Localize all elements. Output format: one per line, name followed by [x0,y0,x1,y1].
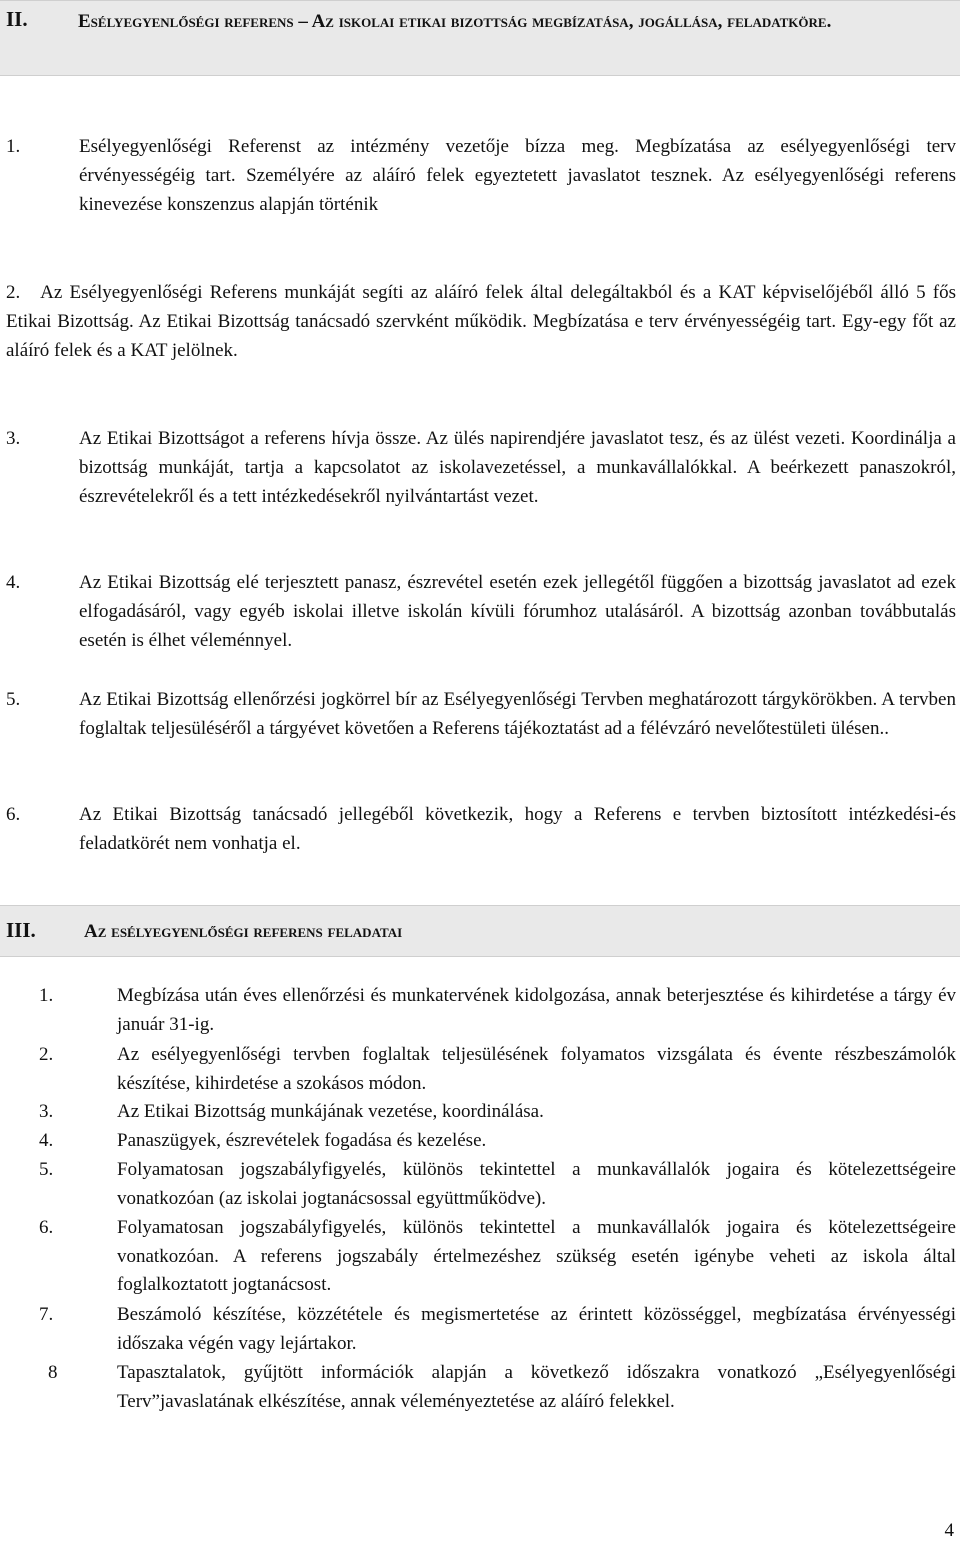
item-text: Az Etikai Bizottság elé terjesztett panasz, észrevétel esetén ezek jellegétől függően a bizottság javaslatot ad ezek elfogadásáról, vagy egyéb iskolai illetve iskolán kívüli fórumhoz utalásáról. A bizottság azonban továbbutalás esetén is élhet véleménnyel. [79,572,956,651]
text-run: . Személyére az aláíró felek egyeztetett javaslatot tesznek. Az esélyegyenlőségi referens kinevezése konszenzus alapján történik [79,165,956,215]
task-number: 3. [39,1101,54,1122]
item-number: 2. [6,282,21,303]
bold-phrase: Az Etikai Bizottság [138,311,290,332]
item-text [6,278,956,365]
item-text [79,132,956,219]
task-number: 2. [39,1044,54,1065]
task-text: Folyamatosan jogszabályfigyelés, különös tekintettel a munkavállalók jogaira és kötelezettségeire vonatkozóan (az iskolai jogtanácsossal együttműködve). [117,1159,956,1209]
bold-phrase: Esélyegyenlőségi Referenst [79,136,301,157]
task-number: 4. [39,1130,54,1151]
task-text: Panaszügyek, észrevételek fogadása és kezelése. [117,1130,487,1151]
task-text: Tapasztalatok, gyűjtött információk alapján a következő időszakra vonatkozó „Esélyegyenlőségi Terv”javaslatának elkészítése, annak véleményeztetése az aláíró felekkel. [117,1362,956,1412]
section-3-number: III. [6,918,36,942]
page-number: 4 [944,1520,954,1541]
task-number: 5. [39,1159,54,1180]
text-run: tanácsadó szervként működik. Megbízatása e terv érvényességéig tart. Egy-egy főt az aláíró felek és a KAT jelölnek. [6,311,956,361]
section-2-title: Esélyegyenlőségi referens – Az iskolai etikai bizottság megbízatása, jogállása, feladatköre. [78,11,832,32]
task-number: 6. [39,1217,54,1238]
text-run: az intézmény vezetője bízza meg. [300,136,636,157]
item-number: 1. [6,136,21,157]
task-text: Az Etikai Bizottság munkájának vezetése, koordinálása. [117,1101,544,1122]
bold-phrase: Megbízatása az esélyegyenlőségi terv érvényességéig tart [79,136,956,186]
text-run: Az Esélyegyenlőségi Referens munkáját segíti az aláíró felek által delegáltakból és a KAT képviselőjéből álló 5 fős Etikai Bizottság. [6,282,956,332]
task-number: 8 [48,1362,58,1383]
task-number: 7. [39,1304,54,1325]
item-number: 3. [6,428,21,449]
section-2-header [0,0,960,76]
item-number: 4. [6,572,21,593]
section-2-number: II. [6,7,28,31]
task-text: Folyamatosan jogszabályfigyelés, különös tekintettel a munkavállalók jogaira és kötelezettségeire vonatkozóan. A referens jogszabály értelmezéshez szükség esetén igénybe veheti az iskola által foglalkoztatott jogtanácsost. [117,1217,956,1295]
section-3-title: Az esélyegyenlőségi referens feladatai [84,921,403,942]
item-number: 6. [6,804,21,825]
task-text: Megbízása után éves ellenőrzési és munkatervének kidolgozása, annak beterjesztése és kihirdetése a tárgy év január 31-ig. [117,985,956,1035]
section-3-header [0,905,960,957]
item-text: Az Etikai Bizottság tanácsadó jellegéből következik, hogy a Referens e tervben biztosított intézkedési-és feladatkörét nem vonhatja el. [79,804,956,854]
task-text: Az esélyegyenlőségi tervben foglaltak teljesülésének folyamatos vizsgálata és évente részbeszámolók készítése, kihirdetése a szokásos módon. [117,1044,956,1094]
item-text: Az Etikai Bizottságot a referens hívja össze. Az ülés napirendjére javaslatot tesz, és az ülést vezeti. Koordinálja a bizottság munkáját, tartja a kapcsolatot az iskolavezetéssel, a munkavállalókkal. A beérkezett panaszokról, észrevételekről és a tett intézkedésekről nyilvántartást vezet. [79,428,956,507]
item-number: 5. [6,689,21,710]
task-number: 1. [39,985,54,1006]
item-text: Az Etikai Bizottság ellenőrzési jogkörrel bír az Esélyegyenlőségi Tervben meghatározott tárgykörökben. A tervben foglaltak teljesüléséről a tárgyévet követően a Referens tájékoztatást ad a félévzáró nevelőtestületi ülésen.. [79,689,956,739]
task-text: Beszámoló készítése, közzététele és megismertetése az érintett közösséggel, megbízatása érvényességi időszaka végén vagy lejártakor. [117,1304,956,1354]
